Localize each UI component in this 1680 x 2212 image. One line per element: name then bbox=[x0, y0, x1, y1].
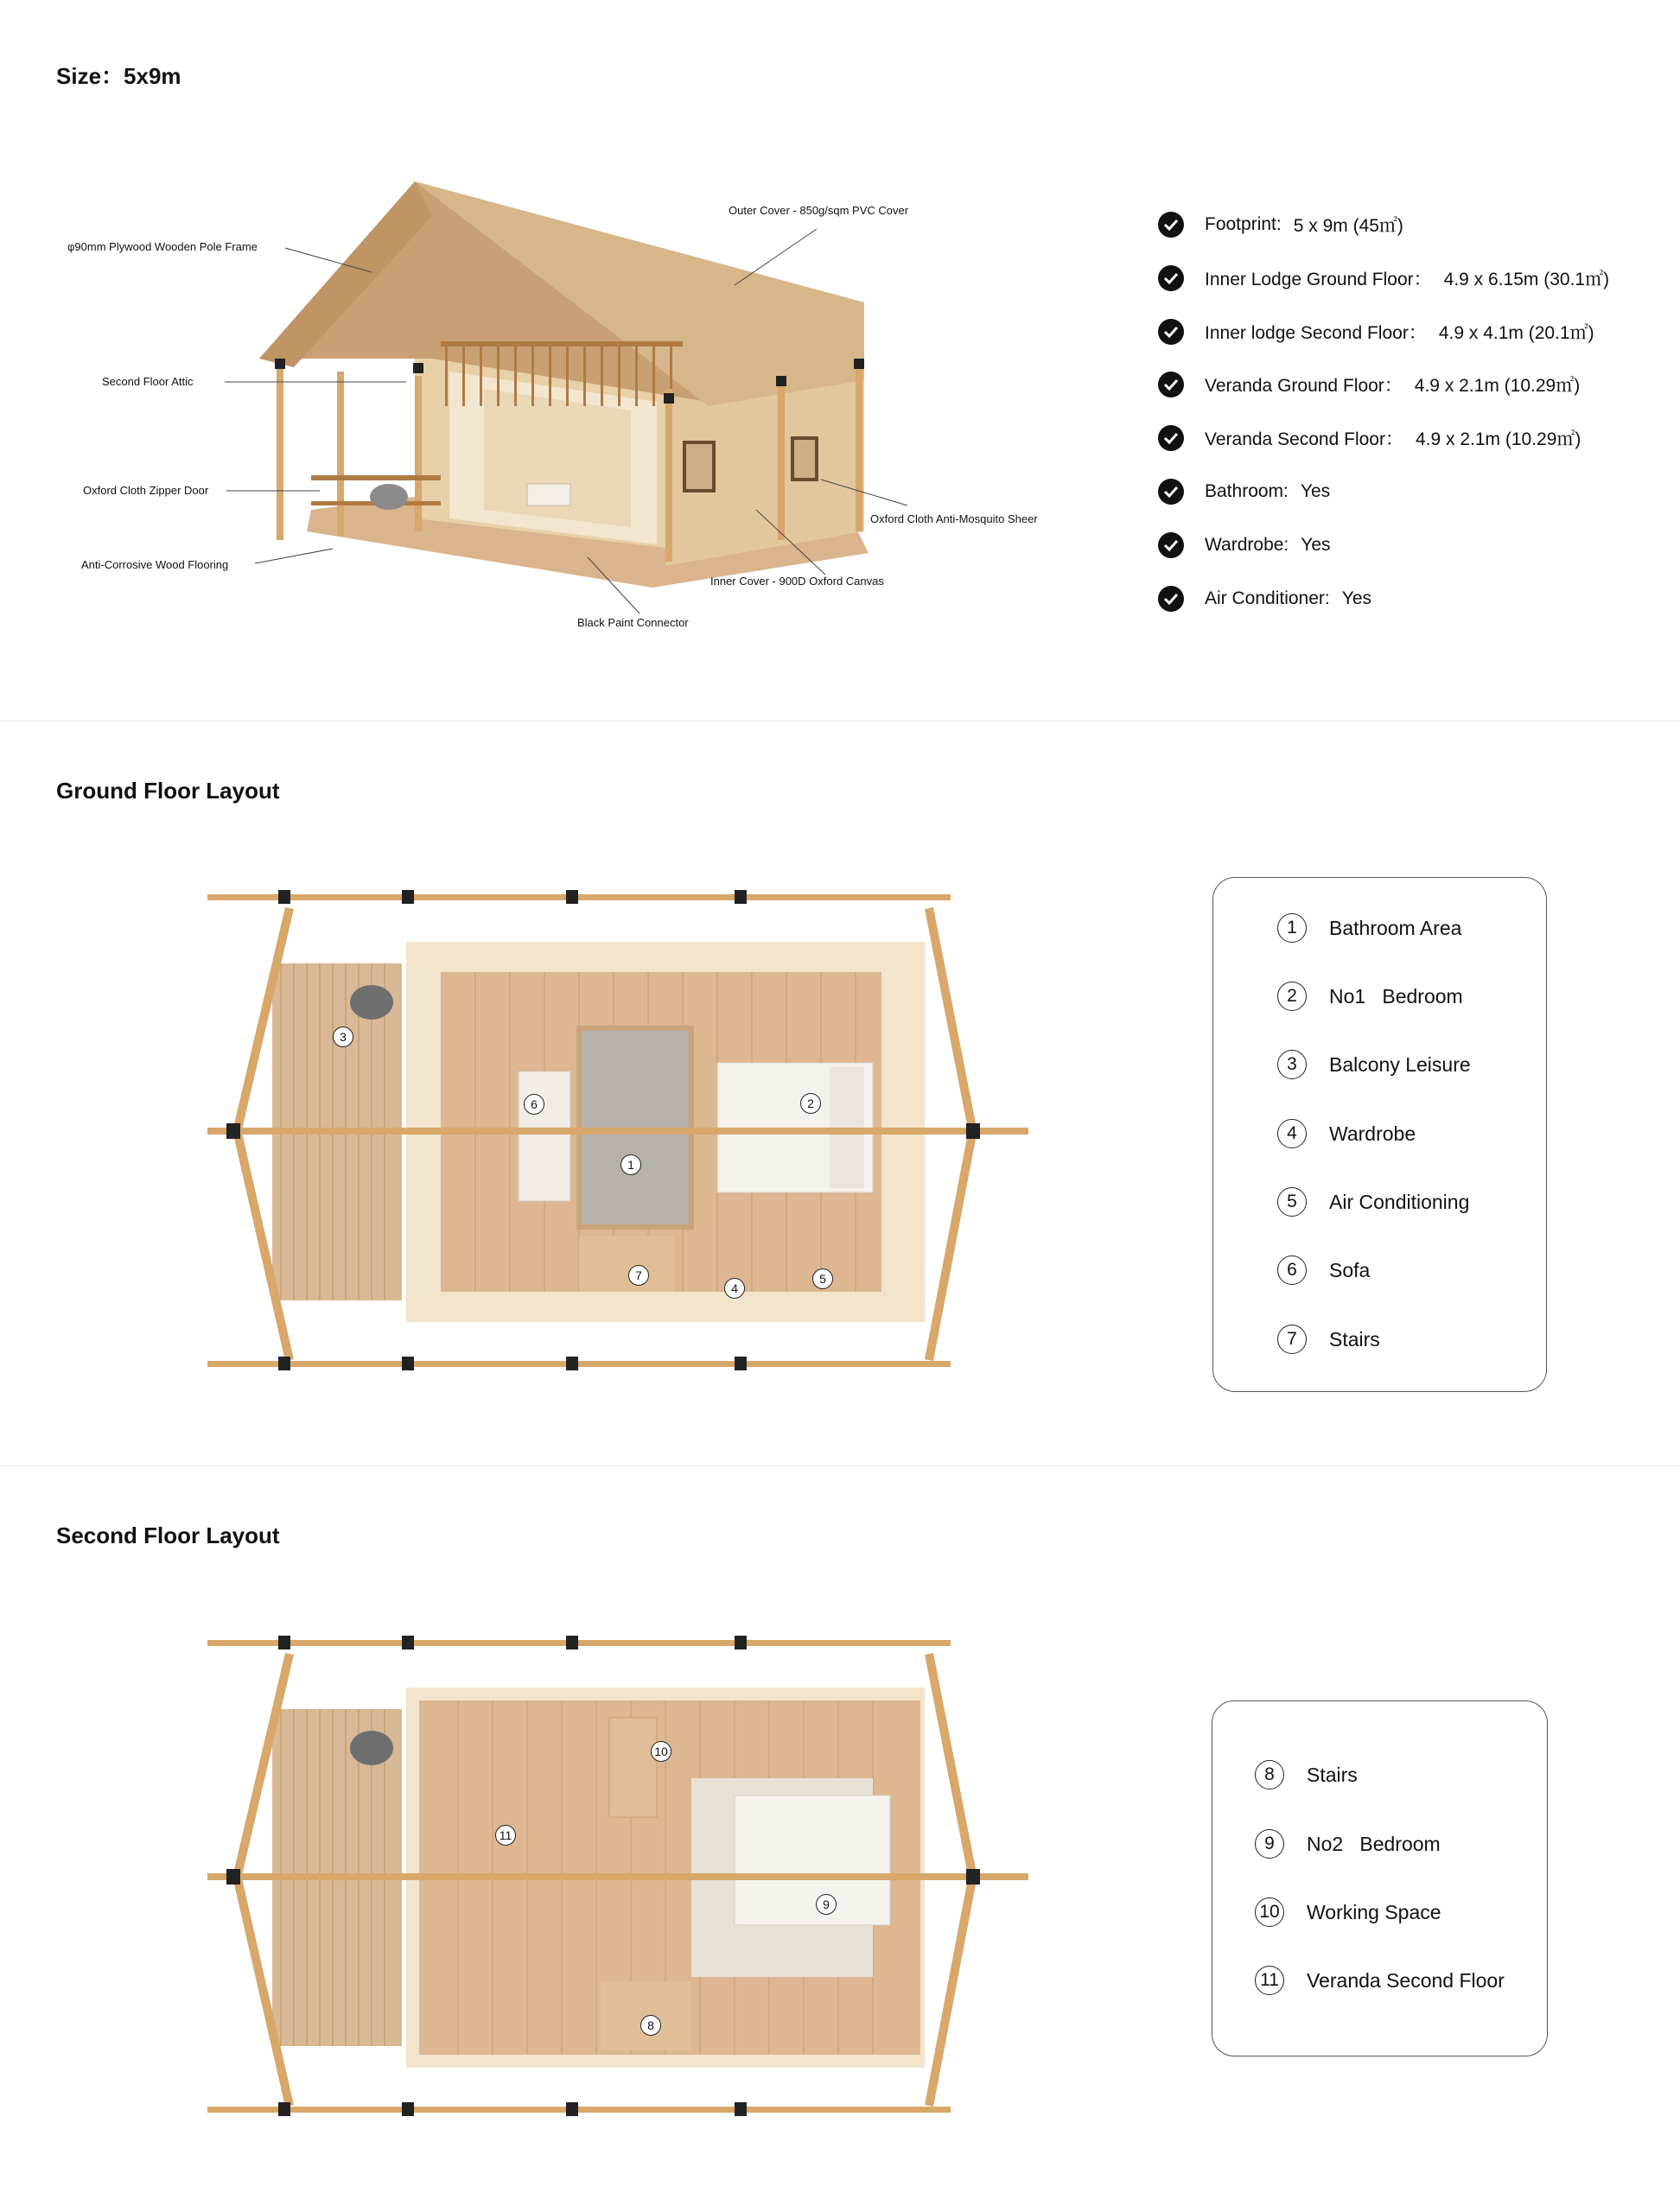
spec-row bbox=[1158, 207, 1403, 242]
spec-value: Yes bbox=[1341, 588, 1371, 608]
legend-label: Bathroom Area bbox=[1329, 916, 1462, 939]
legend-label: Veranda Second Floor bbox=[1307, 1968, 1505, 1992]
plan-marker-3: 3 bbox=[333, 1027, 353, 1047]
legend-number: 6 bbox=[1277, 1255, 1307, 1285]
spec-row bbox=[1158, 367, 1580, 402]
spec-value: 4.9 x 6.15m (30.1㎡) bbox=[1443, 270, 1610, 289]
legend-row bbox=[1277, 1119, 1416, 1148]
legend-row bbox=[1255, 1966, 1505, 1995]
callout-zipper-door: Oxford Cloth Zipper Door bbox=[83, 484, 209, 497]
spec-label: Veranda Ground Floor： bbox=[1205, 376, 1403, 396]
second-floor-plan bbox=[130, 1636, 1028, 2120]
legend-row bbox=[1255, 1897, 1441, 1927]
legend-row bbox=[1277, 1325, 1380, 1354]
spec-row bbox=[1158, 528, 1331, 563]
legend-row bbox=[1255, 1760, 1358, 1789]
callout-flooring: Anti-Corrosive Wood Flooring bbox=[81, 558, 229, 571]
callout-outer-cover: Outer Cover - 850g/sqm PVC Cover bbox=[729, 204, 909, 217]
legend-row bbox=[1277, 1187, 1469, 1217]
spec-label: Inner lodge Second Floor： bbox=[1205, 323, 1427, 343]
spec-label: Wardrobe: bbox=[1205, 535, 1289, 555]
legend-label: Balcony Leisure bbox=[1329, 1052, 1471, 1076]
legend-row bbox=[1277, 1255, 1370, 1285]
plan-marker-2: 2 bbox=[800, 1093, 821, 1114]
callout-mosquito: Oxford Cloth Anti-Mosquito Sheer bbox=[870, 512, 1038, 525]
legend-label: Sofa bbox=[1329, 1258, 1371, 1281]
legend-label: No1 Bedroom bbox=[1329, 984, 1463, 1007]
plan-marker-8: 8 bbox=[640, 2015, 661, 2036]
ground-floor-heading: Ground Floor Layout bbox=[56, 778, 280, 804]
second-legend bbox=[1212, 1700, 1548, 2056]
legend-number: 10 bbox=[1255, 1897, 1284, 1927]
spec-row bbox=[1158, 315, 1594, 349]
legend-number: 11 bbox=[1255, 1966, 1284, 1995]
plan-marker-6: 6 bbox=[524, 1094, 544, 1115]
callout-inner-cover: Inner Cover - 900D Oxford Canvas bbox=[710, 575, 884, 588]
plan-marker-1: 1 bbox=[620, 1154, 641, 1175]
legend-number: 1 bbox=[1277, 913, 1307, 943]
legend-label: Wardrobe bbox=[1329, 1122, 1416, 1145]
check-icon bbox=[1158, 265, 1184, 291]
spec-value: 4.9 x 2.1m (10.29㎡) bbox=[1414, 376, 1581, 396]
legend-number: 7 bbox=[1277, 1325, 1307, 1354]
spec-value: 5 x 9m (45㎡) bbox=[1293, 216, 1403, 236]
plan-marker-11: 11 bbox=[495, 1825, 516, 1846]
spec-value: Yes bbox=[1301, 535, 1331, 555]
size-heading: Size：5x9m bbox=[56, 63, 181, 89]
spec-value: 4.9 x 2.1m (10.29㎡) bbox=[1415, 429, 1581, 449]
spec-label: Air Conditioner: bbox=[1205, 588, 1330, 608]
check-icon bbox=[1158, 319, 1184, 345]
legend-label: Working Space bbox=[1307, 1900, 1441, 1923]
spec-value: Yes bbox=[1300, 481, 1331, 501]
legend-number: 3 bbox=[1277, 1050, 1307, 1079]
spec-value: 4.9 x 4.1m (20.1㎡) bbox=[1438, 323, 1594, 343]
legend-label: Stairs bbox=[1329, 1327, 1380, 1351]
legend-number: 9 bbox=[1255, 1829, 1284, 1859]
plan-marker-5: 5 bbox=[812, 1268, 833, 1289]
check-icon bbox=[1158, 586, 1184, 612]
spec-label: Bathroom: bbox=[1205, 481, 1289, 501]
legend-number: 5 bbox=[1277, 1187, 1307, 1217]
check-icon bbox=[1158, 479, 1184, 505]
spec-row bbox=[1158, 421, 1581, 455]
spec-row bbox=[1158, 582, 1371, 616]
legend-label: Stairs bbox=[1307, 1763, 1358, 1786]
spec-row bbox=[1158, 474, 1330, 509]
plan-marker-10: 10 bbox=[651, 1741, 671, 1762]
spec-label: Veranda Second Floor： bbox=[1205, 429, 1403, 449]
legend-row bbox=[1277, 1050, 1471, 1079]
callout-pole-frame: φ90mm Plywood Wooden Pole Frame bbox=[67, 240, 258, 253]
plan-marker-7: 7 bbox=[628, 1265, 649, 1286]
plan-marker-4: 4 bbox=[724, 1278, 745, 1299]
legend-row bbox=[1277, 982, 1463, 1011]
legend-row bbox=[1277, 913, 1461, 943]
legend-label: No2 Bedroom bbox=[1307, 1832, 1441, 1855]
check-icon bbox=[1158, 372, 1184, 397]
legend-number: 8 bbox=[1255, 1760, 1284, 1789]
callout-attic: Second Floor Attic bbox=[102, 375, 194, 388]
check-icon bbox=[1158, 212, 1184, 238]
ground-floor-plan bbox=[130, 890, 1028, 1374]
second-floor-heading: Second Floor Layout bbox=[56, 1522, 280, 1548]
check-icon bbox=[1158, 532, 1184, 558]
spec-label: Inner Lodge Ground Floor： bbox=[1205, 270, 1432, 289]
legend-label: Air Conditioning bbox=[1329, 1190, 1470, 1213]
callout-connector: Black Paint Connector bbox=[577, 616, 689, 629]
legend-row bbox=[1255, 1829, 1441, 1859]
spec-label: Footprint: bbox=[1205, 214, 1282, 234]
spec-row bbox=[1158, 261, 1609, 296]
check-icon bbox=[1158, 425, 1184, 451]
legend-number: 4 bbox=[1277, 1119, 1307, 1148]
section-divider bbox=[0, 1465, 1680, 1466]
plan-marker-9: 9 bbox=[816, 1894, 837, 1915]
legend-number: 2 bbox=[1277, 982, 1307, 1011]
